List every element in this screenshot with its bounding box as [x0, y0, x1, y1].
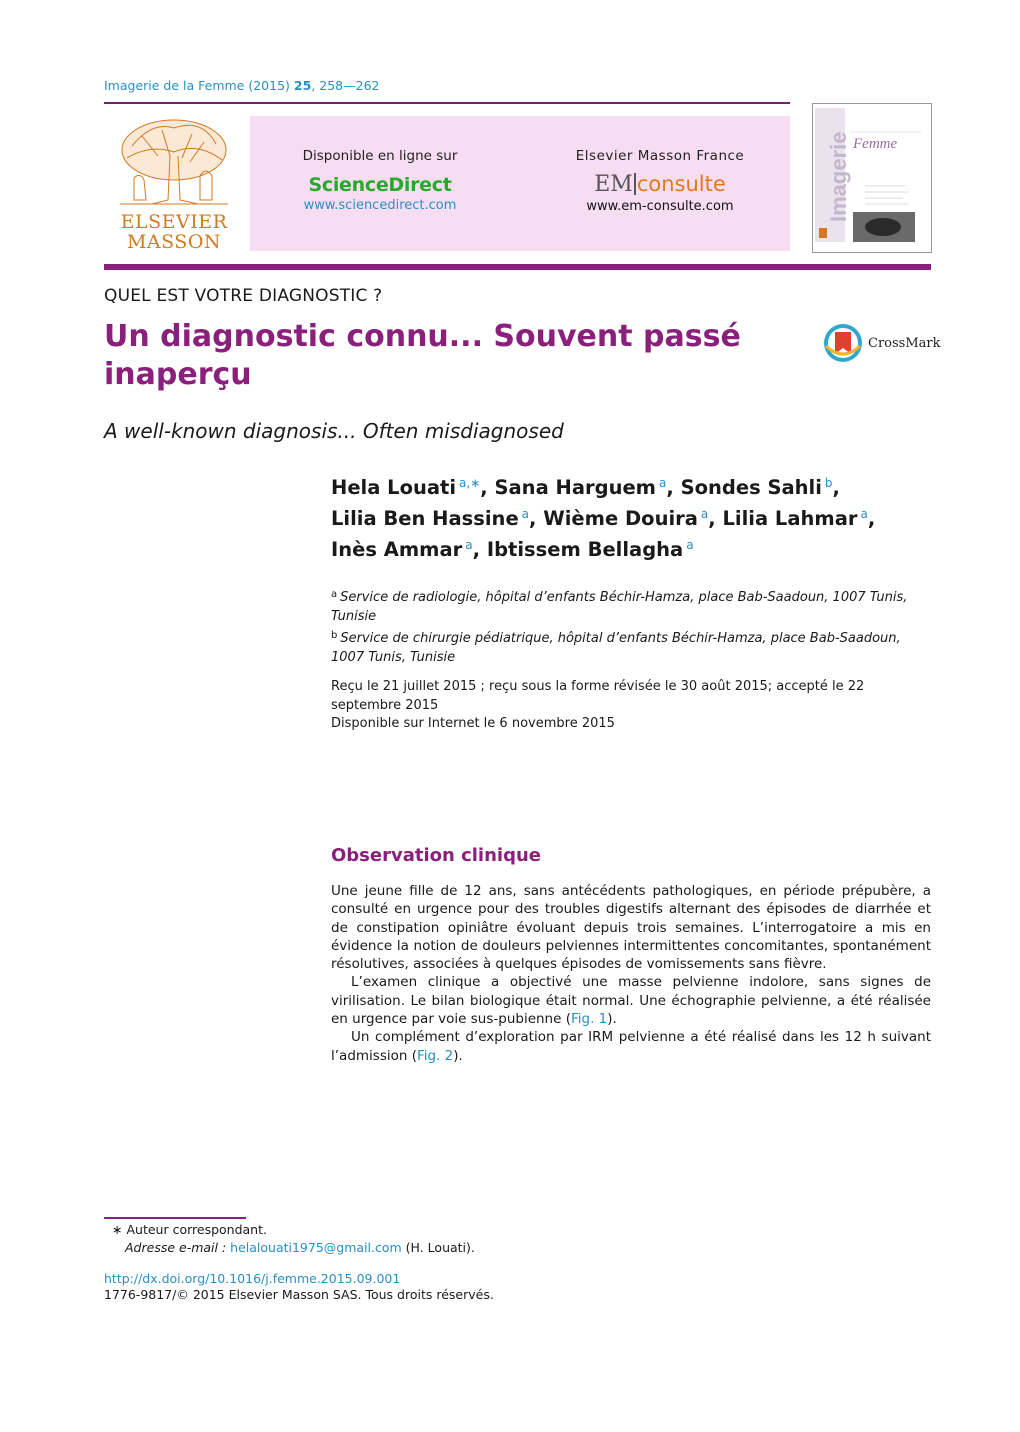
journal-volume: 25 [293, 78, 312, 93]
footnote-rule [104, 1217, 246, 1219]
email-label: Adresse e-mail : [125, 1240, 227, 1255]
paragraph: Une jeune fille de 12 ans, sans antécédents pathologiques, en période prépubère, a consulté en urgence pour des troubles digestifs alternant des épisodes de diarrhée et de constipation opiniâtre évoluant depuis trois semaines. L’interrogatoire a mis en évidence la notion de douleurs pelviennes intermittentes concomitantes, spontanément résolutives, associées à quelques épisodes de vomissements sans fièvre. [331, 883, 931, 973]
author-separator: , [832, 476, 840, 499]
available-online-label: Disponible en ligne sur [302, 148, 458, 164]
author-name[interactable]: Lilia Ben Hassine [331, 507, 519, 530]
sciencedirect-logo: ScienceDirect [308, 174, 452, 196]
publisher-name-line1: ELSEVIER [120, 211, 228, 233]
article-history [331, 678, 931, 734]
em-consulte-block[interactable] [550, 148, 770, 214]
online-date: Disponible sur Internet le 6 novembre 2015 [331, 716, 615, 731]
journal-reference[interactable]: Imagerie de la Femme (2015) 25, 258—262 [104, 78, 380, 93]
cover-title: Femme [853, 136, 898, 152]
author-affiliation-mark[interactable]: a [700, 507, 709, 521]
affiliation-item [331, 585, 931, 626]
author-separator: , [472, 538, 487, 561]
footnote-line [104, 1221, 704, 1239]
header-bottom-bar [104, 264, 931, 270]
author-separator: , [708, 507, 723, 530]
journal-cover-image [813, 104, 931, 252]
paragraph-text: ). [453, 1047, 463, 1064]
section-kicker: QUEL EST VOTRE DIAGNOSTIC ? [104, 286, 383, 306]
footnote-email-line [104, 1239, 704, 1257]
article-subtitle: A well-known diagnosis... Often misdiagnosed [104, 419, 564, 443]
cover-side-title: Imagerie [826, 131, 851, 222]
author-affiliation-mark[interactable]: a [521, 507, 530, 521]
author-affiliation-mark[interactable]: a,∗ [459, 476, 481, 490]
crossmark-badge[interactable] [822, 322, 941, 364]
header-top-rule [104, 102, 790, 104]
author-affiliation-mark[interactable]: a [465, 538, 473, 552]
crossmark-icon [822, 322, 866, 364]
author-affiliation-mark[interactable]: b [824, 476, 833, 490]
received-dates: Reçu le 21 juillet 2015 ; reçu sous la forme révisée le 30 août 2015; accepté le 22 septembre 2015 [331, 679, 865, 713]
em-consulte-link[interactable]: www.em-consulte.com [586, 199, 734, 214]
author-name[interactable]: Wième Douira [543, 507, 698, 530]
journal-name: Imagerie de la Femme (2015) [104, 78, 290, 93]
article-body [331, 882, 931, 1065]
author-name[interactable]: Lilia Lahmar [722, 507, 858, 530]
author-list [331, 470, 931, 563]
em-consulte-logo [550, 172, 770, 197]
author-affiliation-mark[interactable]: a [860, 507, 868, 521]
paragraph [331, 1028, 931, 1065]
paragraph [331, 973, 931, 1028]
author-name[interactable]: Sondes Sahli [680, 476, 822, 499]
author-separator: , [666, 476, 681, 499]
article-title: Un diagnostic connu... Souvent passé inaperçu [104, 319, 741, 392]
figure-1-link[interactable]: Fig. 1 [570, 1011, 608, 1028]
affiliation-item [331, 626, 931, 667]
section-heading: Observation clinique [331, 845, 541, 866]
paragraph-text: ). [607, 1011, 617, 1028]
email-owner: (H. Louati). [405, 1240, 475, 1255]
journal-pages: 258—262 [319, 78, 380, 93]
doi-link[interactable]: http://dx.doi.org/10.1016/j.femme.2015.09.001 [104, 1271, 401, 1286]
author-name[interactable]: Inès Ammar [331, 538, 463, 561]
affiliation-mark: b [331, 630, 338, 641]
publisher-name-line2: MASSON [126, 231, 222, 253]
availability-banner [250, 116, 790, 251]
author-separator: , [867, 507, 876, 530]
sciencedirect-block[interactable] [270, 148, 490, 213]
paragraph-text: L’examen clinique a objectivé une masse pelvienne indolore, sans signes de virilisation. Le bilan biologique était normal. Une échographie pelvienne, a été réalisée en urgence par voie sus-pubienne ( [331, 974, 931, 1028]
paragraph-text: Un complément d’exploration par IRM pelvienne a été réalisé dans les 12 h suivant l’admission ( [331, 1029, 931, 1064]
affiliation-text: Service de radiologie, hôpital d’enfants Béchir-Hamza, place Bab-Saadoun, 1007 Tunis, Tunisie [331, 590, 908, 624]
author-separator: , [529, 507, 544, 530]
affiliation-text: Service de chirurgie pédiatrique, hôpital d’enfants Béchir-Hamza, place Bab-Saadoun, 1007 Tunis, Tunisie [331, 631, 901, 665]
issn-copyright: 1776-9817/© 2015 Elsevier Masson SAS. Tous droits réservés. [104, 1287, 494, 1302]
consulte-logo-part: consulte [636, 172, 726, 196]
elsevier-tree-icon [112, 116, 236, 208]
author-name[interactable]: Ibtissem Bellagha [486, 538, 684, 561]
author-name[interactable]: Sana Harguem [494, 476, 656, 499]
affiliations [331, 585, 931, 667]
author-affiliation-mark[interactable]: a [659, 476, 667, 490]
journal-cover-thumbnail[interactable] [812, 103, 932, 253]
elsevier-masson-logo [112, 116, 236, 256]
footnote-mark: ∗ [112, 1222, 123, 1237]
author-name[interactable]: Hela Louati [331, 476, 457, 499]
affiliation-mark: a [331, 589, 338, 600]
author-affiliation-mark[interactable]: a [686, 538, 694, 552]
crossmark-label: CrossMark [868, 336, 941, 351]
corresponding-author-footnote [104, 1221, 704, 1257]
author-email-link[interactable]: helalouati1975@gmail.com [230, 1240, 402, 1255]
em-logo-part: EM [594, 172, 633, 197]
footnote-text: Auteur correspondant. [126, 1222, 267, 1237]
author-separator: , [480, 476, 495, 499]
sciencedirect-link[interactable]: www.sciencedirect.com [303, 198, 457, 213]
elsevier-masson-france-label: Elsevier Masson France [575, 148, 745, 164]
figure-2-link[interactable]: Fig. 2 [416, 1047, 454, 1064]
